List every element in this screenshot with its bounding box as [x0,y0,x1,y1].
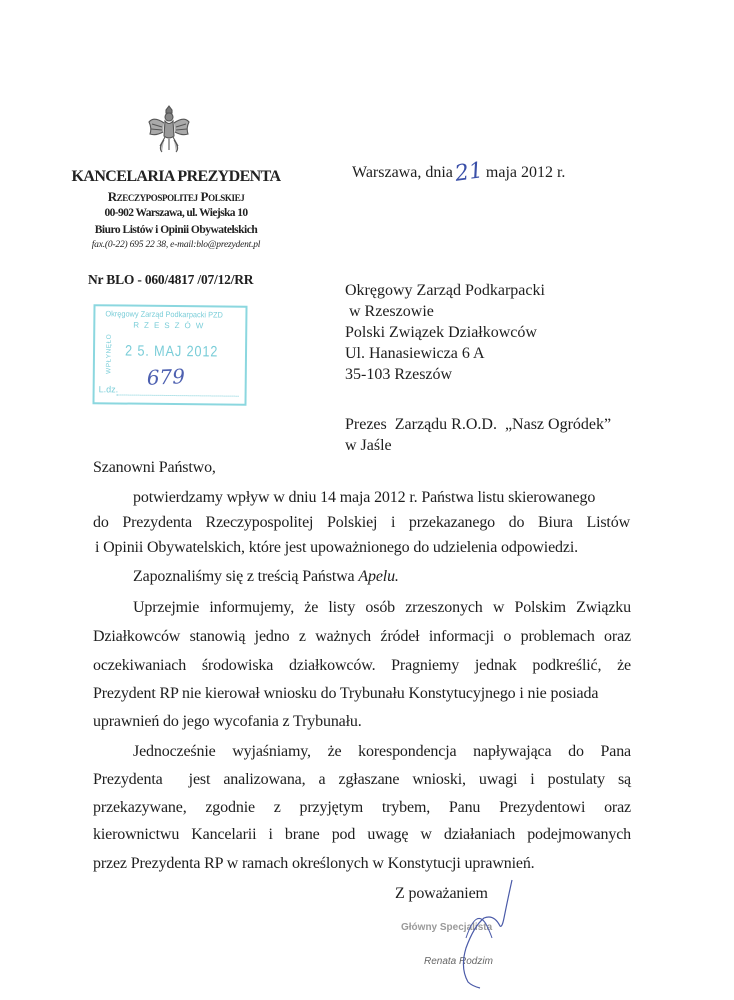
letterhead-subtitle: Rzeczypospolitej Polskiej [107,189,245,204]
paragraph2-text: Zapoznaliśmy się z treścią Państwa [133,568,359,585]
handwritten-signature-icon [440,878,540,990]
secondary-recipient-line: w Jaśle [345,437,392,454]
stamp-dotted-line [117,394,239,396]
stamp-date: 2 5. MAJ 2012 [124,342,219,361]
date-prefix: Warszawa, dnia [352,164,453,181]
paragraph-line: Działkowców stanowią jedno z ważnych źródeł informacji o problemach oraz [93,628,631,645]
handwritten-day: 21 [453,158,485,187]
paragraph-line: Jednocześnie wyjaśniamy, że korespondencja napływająca do Pana [133,743,631,760]
secondary-recipient-line: Prezes Zarządu R.O.D. „Nasz Ogródek” [345,416,612,433]
white-eagle-emblem-icon [146,104,192,156]
paragraph-line: przekazywane, zgodnie z przyjętym trybem, Panu Prezydentowi oraz [93,799,631,816]
paragraph-line: Prezydent RP nie kierował wniosku do Trybunału Konstytucyjnego i nie posiada [93,685,599,702]
paragraph-line: przez Prezydenta RP w ramach określonych w Konstytucji uprawnień. [93,855,535,872]
salutation: Szanowni Państwo, [93,459,216,476]
stamp-organization: Okręgowy Zarząd Podkarpacki PZD [105,309,223,320]
paragraph-line: do Prezydenta Rzeczypospolitej Polskiej i przekazanego do Biura Listów [93,514,630,531]
signer-name: Renata Rodzim [424,956,493,967]
paragraph-line: kierownictwu Kancelarii i brane pod uwagę w działaniach podejmowanych [93,826,631,843]
letterhead-office: Biuro Listów i Opinii Obywatelskich [94,224,258,236]
paragraph2-emphasis: Apelu. [358,568,399,585]
stamp-city: RZESZÓW [133,320,209,331]
paragraph-line: oczekiwaniach środowiska działkowców. Pragniemy jednak podkreślić, że [93,657,631,674]
paragraph-line: uprawnień do jego wycofania z Trybunału. [93,713,362,730]
recipient-line: 35-103 Rzeszów [345,366,453,383]
recipient-line: Ul. Hanasiewicza 6 A [345,345,485,362]
stamp-received-label: WPŁYNĘŁO [105,333,113,374]
recipient-line: w Rzeszowie [345,303,434,320]
paragraph-line: i Opinii Obywatelskich, które jest upoważnionego do udzielenia odpowiedzi. [95,539,579,556]
valediction: Z poważaniem [395,885,488,902]
paragraph-line: potwierdzamy wpływ w dniu 14 maja 2012 r. Państwa listu skierowanego [133,489,596,506]
paragraph-line: Uprzejmie informujemy, że listy osób zrzeszonych w Polskim Związku [133,599,631,616]
recipient-line: Polski Związek Działkowców [345,324,537,341]
date-suffix: maja 2012 r. [485,164,566,181]
paragraph-line [133,568,399,586]
date-line [352,158,566,187]
signer-title: Główny Specjalista [401,922,493,933]
letterhead-address: 00-902 Warszawa, ul. Wiejska 10 [104,207,248,219]
letterhead-contact: fax.(0-22) 695 22 38, e-mail:blo@prezydent.pl [91,240,261,250]
stamp-journal-number: 679 [146,364,186,390]
recipient-line: Okręgowy Zarząd Podkarpacki [345,282,545,299]
paragraph-line: Prezydenta jest analizowana, a zgłaszane wnioski, uwagi i postulaty są [93,771,631,788]
reference-number: Nr BLO - 060/4817 /07/12/RR [88,272,254,287]
receipt-stamp [92,304,247,406]
letterhead-title: KANCELARIA PREZYDENTA [71,168,281,185]
stamp-journal-label: L.dz. [98,384,119,395]
